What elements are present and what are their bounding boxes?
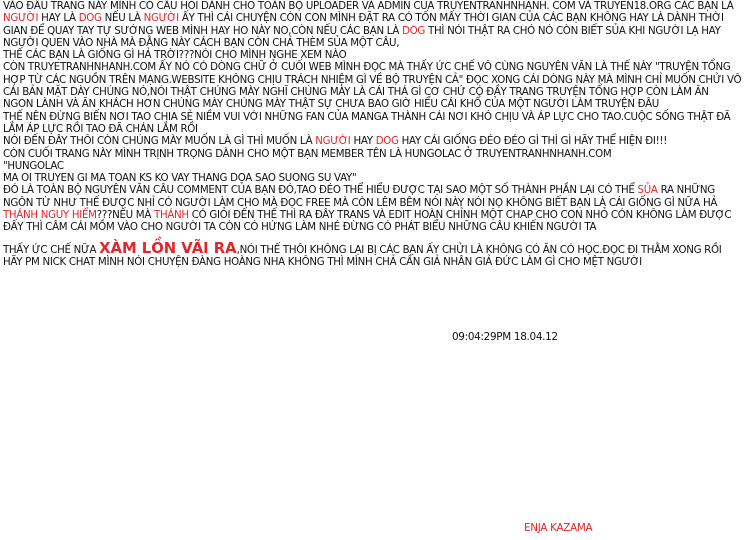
quote-author: "HUNGOLAC	[2, 159, 64, 172]
paragraph-comment-reply: ĐÓ LÀ TOÀN BỘ NGUYÊN VĂN CÂU COMMENT CỦA BẠN ĐÓ,TAO ĐÉO THỂ HIỂU ĐƯỢC TẠI SAO MỘT SỐ THÀNH PHẦN LẠI CÓ THỂ SỦA RA NHỮNG NGÔN TỪ NHƯ THẾ ĐƯỢC NHỈ CÓ NGƯỜI LÀM CHO MÀ ĐỌC FREE MÀ CÒN LÊM BÊM NÓI NÀY NÓI NỌ KHÔNG BIẾT BẠN LÀ CÁI GIỐNG GÌ NỮA HẢ THÁNH NGUY HIỂM???NẾU MÀ THÁNH CÓ GIỎI ĐẾN THẾ THÌ RA ĐÂY TRANS VÀ EDIT HOÀN CHỈNH MỘT CHAP CHO CON NHỎ CÓN KHÔNG LÀM ĐƯỢC ĐẤY THÌ CÂM CÁI MỒM VÀO CHO NGƯỜI TA CÒN CÓ HỨNG LÀM NHÉ ĐỪNG CÓ PHÁT BIỂU NHỮNG CÂU KHIẾN NGƯỜI TA	[2, 184, 732, 234]
highlight-thanh-nguy-hiem: THÁNH NGUY HIỂM	[2, 209, 97, 222]
signature: ENJA KAZAMA	[524, 522, 593, 534]
paragraph-question: THẾ CÁC BẠN LÀ GIỐNG GÌ HẢ TRỜI???NÓI CHO MÌNH NGHE XEM NÀO	[2, 49, 347, 62]
highlight-nguoi: NGƯỜI	[2, 12, 39, 25]
highlight-big-phrase: XÀM LỒN VÃI RA	[99, 238, 237, 257]
highlight-nguoi: NGƯỜI	[315, 135, 351, 148]
paragraph-pressure: THẾ NÊN ĐỪNG BIẾN NƠI TAO CHIA SẺ NIỀM VUI VỚI NHỮNG FAN CỦA MANGA THÀNH CÁI NƠI KHÓ CHỊU VÀ ÁP LỰC CHO TAO.CUỘC SỐNG THẬT ĐÃ LẮM ÁP LỰC RỒI TAO ĐÃ CHÁN LẮM RỒI	[2, 110, 731, 135]
highlight-thanh: THÁNH	[153, 209, 189, 222]
highlight-sua: SỦA	[637, 184, 658, 197]
paragraph-closing: THẤY ỨC CHẾ NỮA XÀM LỒN VÃI RA,NÓI THẾ THÔI KHÔNG LẠI BỊ CÁC BẠN ẤY CHỬI LÀ KHÔNG CÓ ĂN CÓ HỌC.ĐỌC ĐI THẰM XONG RỒI HÃY PM NICK CHAT MÌNH NÓI CHUYỆN ĐÀNG HOÀNG NHA KHÔNG THÌ MÌNH CHẢ CẦN GIẢ NHÂN GIẢ ĐỨC LÀM GÌ CHO MỆT NGƯỜI	[2, 238, 722, 268]
paragraph-intro: VÀO ĐẦU TRANG NÀY MÌNH CÓ CÂU HỎI DÀNH CHO TOÀN BỘ UPLOADER VÀ ADMIN CỦA TRUYENTRANHNHANH. COM VÀ TRUYEN18.ORG CÁC BẠN LÀ NGƯỜI HAY LÀ DOG NẾU LÀ NGƯỜI ẤY THÌ CÁI CHUYỆN CÒN CON MÌNH ĐẶT RA CÓ TỐN MẤY THỜI GIAN CỦA CÁC BẠN KHÔNG HAY LÀ DÀNH THỜI GIAN ĐỂ QUAY TAY TỰ SƯỚNG WEB MÌNH HAY HO NÀY NO,CÒN NẾU CÁC BẠN LÀ DOG THÌ NÓI THẬT RA CHÓ NÓ CÒN BIẾT SỦA KHI NGƯỜI LẠ HAY NGƯỜI QUEN VÀO NHÀ MÀ ĐẰNG NÀY CÁCH BẠN CÒN CHẢ THÈM SỦA MỘT CÂU,	[2, 0, 734, 49]
quote-text: MA OI TRUYEN GI MA TOAN KS KO VAY THANG DOA SAO SUONG SU VAY"	[2, 172, 357, 185]
paragraph-website-complaint: CÒN TRUYETRANHNHANH.COM ẤY NÓ CÓ DÒNG CHỮ Ở CUỐI WEB MÌNH ĐỌC MÀ THẤY ỨC CHẾ VÔ CÙNG NGUYÊN VĂN LÀ THẾ NÀY "TRUYỆN TỔNG HỢP TỪ CÁC NGUỒN TRÊN MẠNG.WEBSITE KHÔNG CHỊU TRÁCH NHIỆM GÌ VỀ BỘ TRUYỆN CẢ" ĐỌC XONG CÁI DÒNG NÀY MÀ MÌNH CHỈ MUỐN CHỬI VÔ CÁI BẢN MẶT DÀY CHÚNG NÓ,NÓI THẬT CHÚNG MÀY NGHĨ CHÚNG MÀY LÀ CÁI THÁ GÌ CƠ CHỨ CÓ ĐẦY TRANG TRUYỆN TỔNG HỢP CÒN LÀM ĂN NGON LÀNH VÀ ĂN KHÁCH HƠN CHÚNG MÀY CHÚNG MÀY THẬT SỰ CHƯA BAO GIỜ HIỂU CÁI KHỔ CỦA MỘT NGƯỜI LÀM TRUYỆN ĐÂU	[2, 61, 742, 111]
paragraph-member-dedication: CÒN CUỐI TRANG NÀY MÌNH TRỊNH TRỌNG DÀNH CHO MỘT BẠN MEMBER TÊN LÀ HUNGOLAC Ở TRUYENTRANHNHANH.COM	[2, 147, 612, 160]
highlight-nguoi: NGƯỜI	[143, 12, 179, 25]
quote-timestamp: 09:04:29PM 18.04.12	[452, 331, 558, 343]
highlight-dog: DOG	[402, 24, 426, 37]
highlight-dog: DOG	[78, 12, 102, 25]
highlight-dog: DOG	[375, 135, 399, 148]
paragraph-challenge: NÓI ĐẾN ĐÂY THÔI CÒN CHÚNG MÀY MUỐN LÀ GÌ THÌ MUỐN LÀ NGƯỜI HAY DOG HAY CÁI GIỐNG ĐÉO ĐÉO GÌ THÌ GÌ HÃY THỂ HIỆN ĐI!!!	[2, 135, 668, 148]
